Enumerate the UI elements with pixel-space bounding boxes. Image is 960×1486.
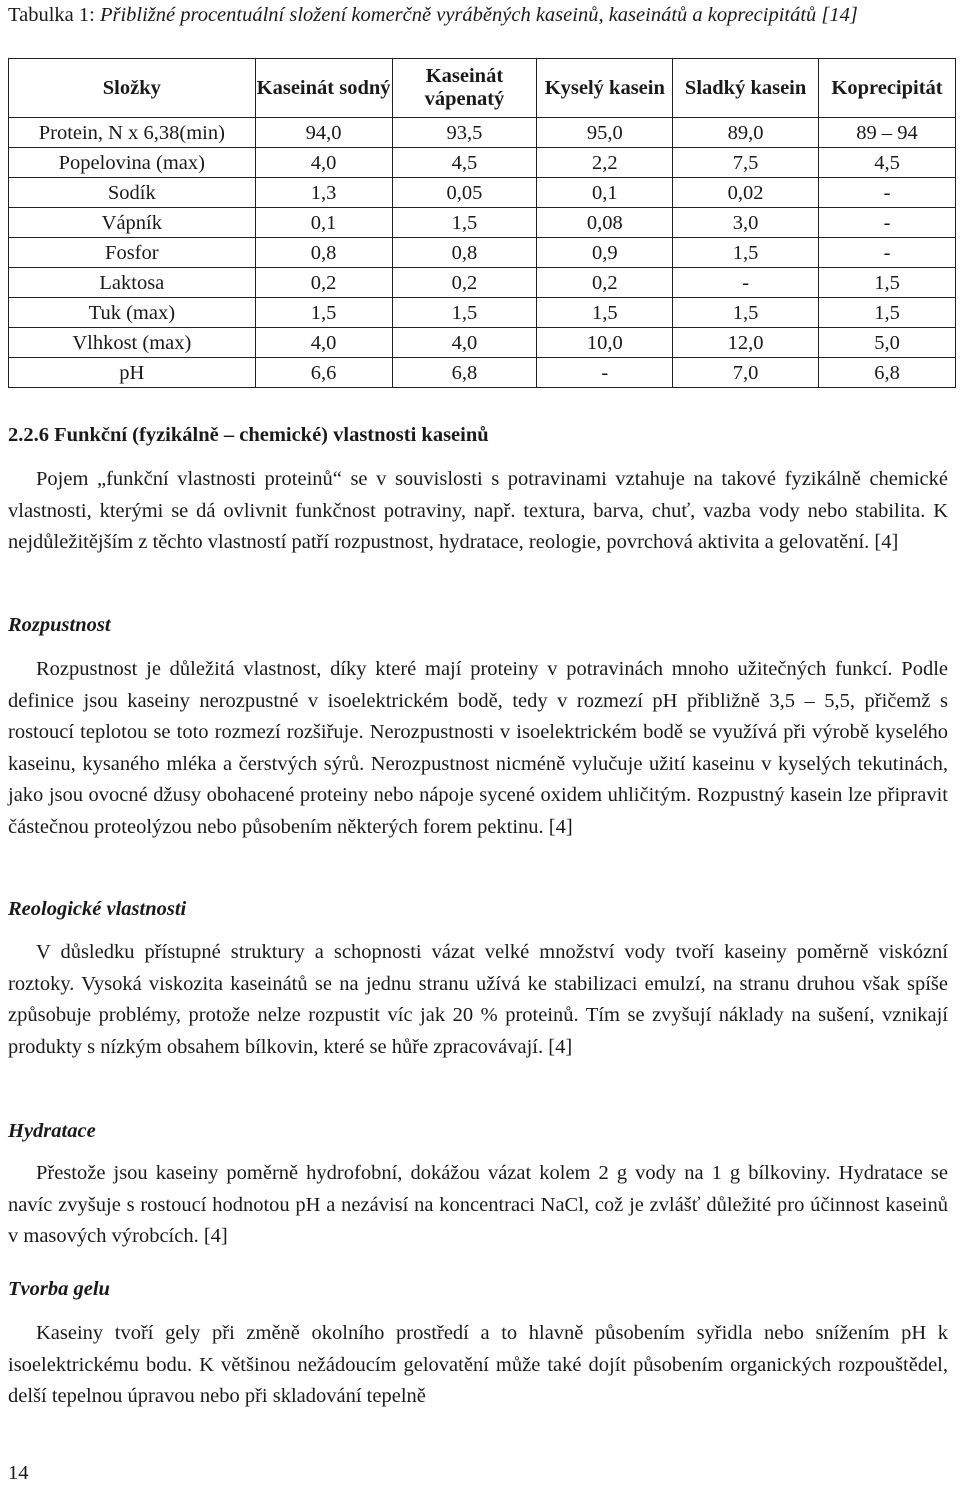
header-cell: Koprecipitát: [819, 59, 956, 118]
table-cell: 1,3: [255, 178, 392, 208]
composition-table: [8, 58, 956, 388]
table-cell: 6,8: [392, 358, 537, 388]
table-cell: 2,2: [537, 148, 673, 178]
table-cell: 0,2: [392, 268, 537, 298]
table-cell: 0,02: [673, 178, 819, 208]
table-cell: 1,5: [392, 208, 537, 238]
header-cell: Sladký kasein: [673, 59, 819, 118]
table-cell: 95,0: [537, 118, 673, 148]
header-cell: Složky: [9, 59, 256, 118]
header-cell: Kyselý kasein: [537, 59, 673, 118]
table-cell: 0,8: [255, 238, 392, 268]
table-cell: 5,0: [819, 328, 956, 358]
subsection-text: V důsledku přístupné struktury a schopnosti vázat velké množství vody tvoří kaseiny poměrně viskózní roztoky. Vysoká viskozita kaseinátů se na jednu stranu užívá ke stabilizaci emulzí, na stranu druhou však spíše způsobuje problémy, protože nelze rozpustit víc jak 20 % proteinů. Tím se zvyšují náklady na sušení, vznikají produkty s nízkým obsahem bílkovin, které se hůře zpracovávají. [4]: [8, 941, 948, 1058]
subsection-paragraph: [8, 937, 948, 1063]
table-row: [9, 298, 956, 328]
subsection-text: Přestože jsou kaseiny poměrně hydrofobní, dokážou vázat kolem 2 g vody na 1 g bílkoviny. Hydratace se navíc zvyšuje s rostoucí hodnotou pH a nezávisí na koncentraci NaCl, což je zvlášť důležité pro účinnost kaseinů v masových výrobcích. [4]: [8, 1162, 948, 1247]
table-cell: 6,8: [819, 358, 956, 388]
table-row: [9, 328, 956, 358]
header-cell: Kaseinát sodný: [255, 59, 392, 118]
subsection-text: Rozpustnost je důležitá vlastnost, díky které mají proteiny v potravinách mnoho užitečných funkcí. Podle definice jsou kaseiny nerozpustné v isoelektrickém bodě, tedy v rozmezí pH přibližně 3,5 – 5,5, přičemž s rostoucí teplotou se toto rozmezí rozšiřuje. Nerozpustnosti v isoelektrickém bodě se využívá při výrobě kyselého kaseinu, kysaného mléka a čerstvých sýrů. Nerozpustnost nicméně vylučuje užití kaseinu v kyselých tekutinách, jako jsou ovocné džusy obohacené proteiny nebo nápoje sycené oxidem uhličitým. Rozpustný kasein lze připravit částečnou proteolýzou nebo působením některých forem pektinu. [4]: [8, 658, 948, 838]
table-cell: 3,0: [673, 208, 819, 238]
header-cell: Kaseinát vápenatý: [392, 59, 537, 118]
table-cell: Protein, N x 6,38(min): [9, 118, 256, 148]
table-cell: 4,5: [819, 148, 956, 178]
table-row: [9, 238, 956, 268]
table-cell: 6,6: [255, 358, 392, 388]
table-row: [9, 268, 956, 298]
table-cell: 0,05: [392, 178, 537, 208]
table-cell: 0,8: [392, 238, 537, 268]
table-cell: -: [819, 238, 956, 268]
table-cell: Tuk (max): [9, 298, 256, 328]
page-number: 14: [8, 1462, 29, 1484]
table-cell: 1,5: [819, 298, 956, 328]
subsection-title: Reologické vlastnosti: [8, 898, 187, 920]
table-cell: 7,5: [673, 148, 819, 178]
intro-paragraph: [8, 464, 948, 559]
table-cell: 7,0: [673, 358, 819, 388]
table-cell: 4,0: [255, 148, 392, 178]
table-caption: [8, 0, 952, 30]
table-row: [9, 208, 956, 238]
subsection-paragraph: [8, 1318, 948, 1413]
table-row: [9, 148, 956, 178]
table-header-row: [9, 59, 956, 118]
subsection-title: Rozpustnost: [8, 614, 111, 636]
table-cell: Vlhkost (max): [9, 328, 256, 358]
subsection-paragraph: [8, 654, 948, 843]
table-cell: -: [673, 268, 819, 298]
table-cell: 4,5: [392, 148, 537, 178]
caption-label: Tabulka 1:: [8, 4, 100, 26]
table-cell: 1,5: [537, 298, 673, 328]
subsection-text: Kaseiny tvoří gely při změně okolního prostředí a to hlavně působením syřidla nebo snížením pH k isoelektrickému bodu. K většinou nežádoucím gelovatění může také dojít působením organických rozpouštědel, delší tepelnou úpravou nebo při skladování tepelně: [8, 1322, 948, 1407]
table-cell: 0,9: [537, 238, 673, 268]
table-cell: 89 – 94: [819, 118, 956, 148]
table-cell: 94,0: [255, 118, 392, 148]
table-cell: 93,5: [392, 118, 537, 148]
table-cell: -: [819, 178, 956, 208]
table-cell: 1,5: [819, 268, 956, 298]
table-cell: 1,5: [255, 298, 392, 328]
subsection-title: Tvorba gelu: [8, 1278, 110, 1300]
section-heading: 2.2.6 Funkční (fyzikálně – chemické) vlastnosti kaseinů: [8, 424, 489, 446]
table-cell: -: [537, 358, 673, 388]
subsection-paragraph: [8, 1158, 948, 1253]
table-row: [9, 178, 956, 208]
intro-text: Pojem „funkční vlastnosti proteinů“ se v souvislosti s potravinami vztahuje na takové fyzikálně chemické vlastnosti, kterými se dá ovlivnit funkčnost potraviny, např. textura, barva, chuť, vazba vody nebo stabilita. K nejdůležitějším z těchto vlastností patří rozpustnost, hydratace, reologie, povrchová aktivita a gelovatění. [4]: [8, 468, 948, 553]
table-cell: 1,5: [673, 298, 819, 328]
table-cell: 0,2: [537, 268, 673, 298]
table-cell: 12,0: [673, 328, 819, 358]
table-row: [9, 118, 956, 148]
table-cell: 89,0: [673, 118, 819, 148]
table-cell: 10,0: [537, 328, 673, 358]
table-cell: 0,1: [255, 208, 392, 238]
table-cell: 0,2: [255, 268, 392, 298]
table-cell: 4,0: [255, 328, 392, 358]
caption-text: Přibližné procentuální složení komerčně vyráběných kaseinů, kaseinátů a koprecipitátů [14]: [99, 4, 858, 26]
table-cell: Laktosa: [9, 268, 256, 298]
table-cell: Vápník: [9, 208, 256, 238]
table-cell: 0,08: [537, 208, 673, 238]
table-cell: 0,1: [537, 178, 673, 208]
table-cell: Fosfor: [9, 238, 256, 268]
table-row: [9, 358, 956, 388]
table-cell: Sodík: [9, 178, 256, 208]
table-cell: pH: [9, 358, 256, 388]
table-cell: 1,5: [673, 238, 819, 268]
table-cell: -: [819, 208, 956, 238]
table-cell: Popelovina (max): [9, 148, 256, 178]
table-cell: 4,0: [392, 328, 537, 358]
table-cell: 1,5: [392, 298, 537, 328]
subsection-title: Hydratace: [8, 1120, 96, 1142]
